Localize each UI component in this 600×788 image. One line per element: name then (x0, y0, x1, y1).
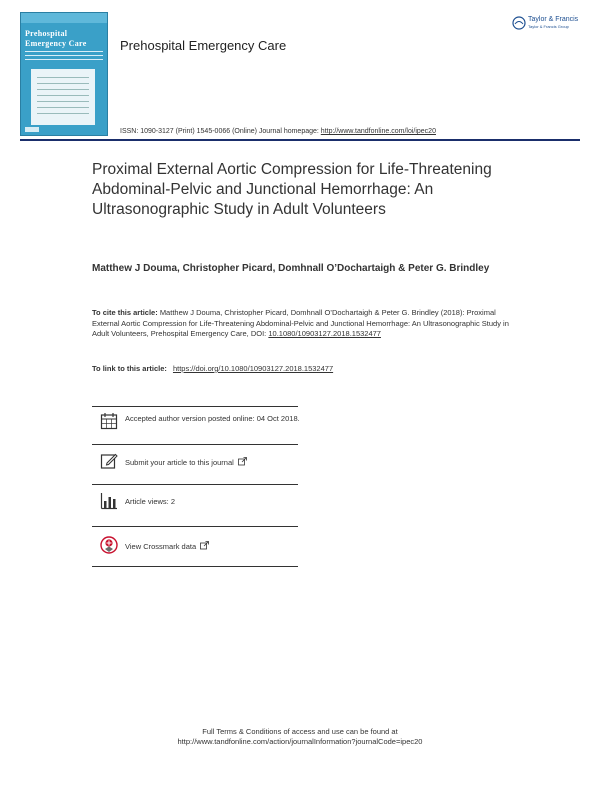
article-authors: Matthew J Douma, Christopher Picard, Domhnall O’Dochartaigh & Peter G. Brindley (92, 263, 490, 274)
panel-divider (92, 406, 298, 407)
article-views-text: Article views: 2 (125, 497, 176, 506)
edit-icon (100, 452, 118, 470)
header-rule (20, 139, 580, 141)
panel-divider (92, 444, 298, 445)
calendar-icon (100, 412, 118, 430)
panel-divider (92, 526, 298, 527)
journal-homepage-link[interactable]: http://www.tandfonline.com/loi/ipec20 (320, 128, 436, 135)
submit-article-link[interactable]: Submit your article to this journal (125, 458, 234, 467)
link-label: To link to this article: (92, 364, 167, 373)
panel-divider (92, 484, 298, 485)
external-link-icon (238, 457, 247, 466)
cover-title-line1: Prehospital (25, 29, 68, 38)
footer-terms-text: Full Terms & Conditions of access and use can be found at (202, 727, 398, 736)
footer-terms-link[interactable]: http://www.tandfonline.com/action/journalInformation?journalCode=ipec20 (177, 737, 423, 746)
publisher-group: Taylor & Francis Group (528, 24, 569, 29)
citation (92, 308, 512, 340)
journal-cover-image (20, 12, 108, 136)
journal-name: Prehospital Emergency Care (120, 38, 287, 53)
citation-label: To cite this article: (92, 308, 158, 317)
citation-doi-link[interactable]: 10.1080/10903127.2018.1532477 (268, 329, 381, 338)
crossmark-link[interactable]: View Crossmark data (125, 542, 197, 551)
article-doi-link[interactable]: https://doi.org/10.1080/10903127.2018.1532477 (172, 364, 334, 373)
footer (0, 727, 600, 747)
accepted-date-text: Accepted author version posted online: 04 Oct 2018. (125, 414, 300, 423)
article-link (92, 364, 333, 373)
article-title: Proximal External Aortic Compression for Life-Threatening Abdominal-Pelvic and Junctional Hemorrhage: An Ultrasonographic Study in Adult Volunteers (92, 161, 492, 218)
cover-title-line2: Emergency Care (25, 39, 87, 48)
issn-line (120, 128, 436, 135)
citation-text: Matthew J Douma, Christopher Picard, Domhnall O’Dochartaigh & Peter G. Brindley (2018): Proximal External Aortic Compression for Life-Threatening Abdominal-Pelvic and Junctional Hemorrhage: An Ultrasonographic Study in Adult Volunteers, Prehospital Emergency Care, DOI: (92, 308, 509, 338)
issn-text: ISSN: 1090-3127 (Print) 1545-0066 (Online) Journal homepage: (120, 128, 319, 135)
publisher-logo-icon (512, 16, 526, 30)
bar-chart-icon (100, 492, 118, 510)
publisher-name: Taylor & Francis (528, 16, 579, 23)
crossmark-icon (100, 536, 118, 554)
panel-divider (92, 566, 298, 567)
external-link-icon (200, 541, 209, 550)
